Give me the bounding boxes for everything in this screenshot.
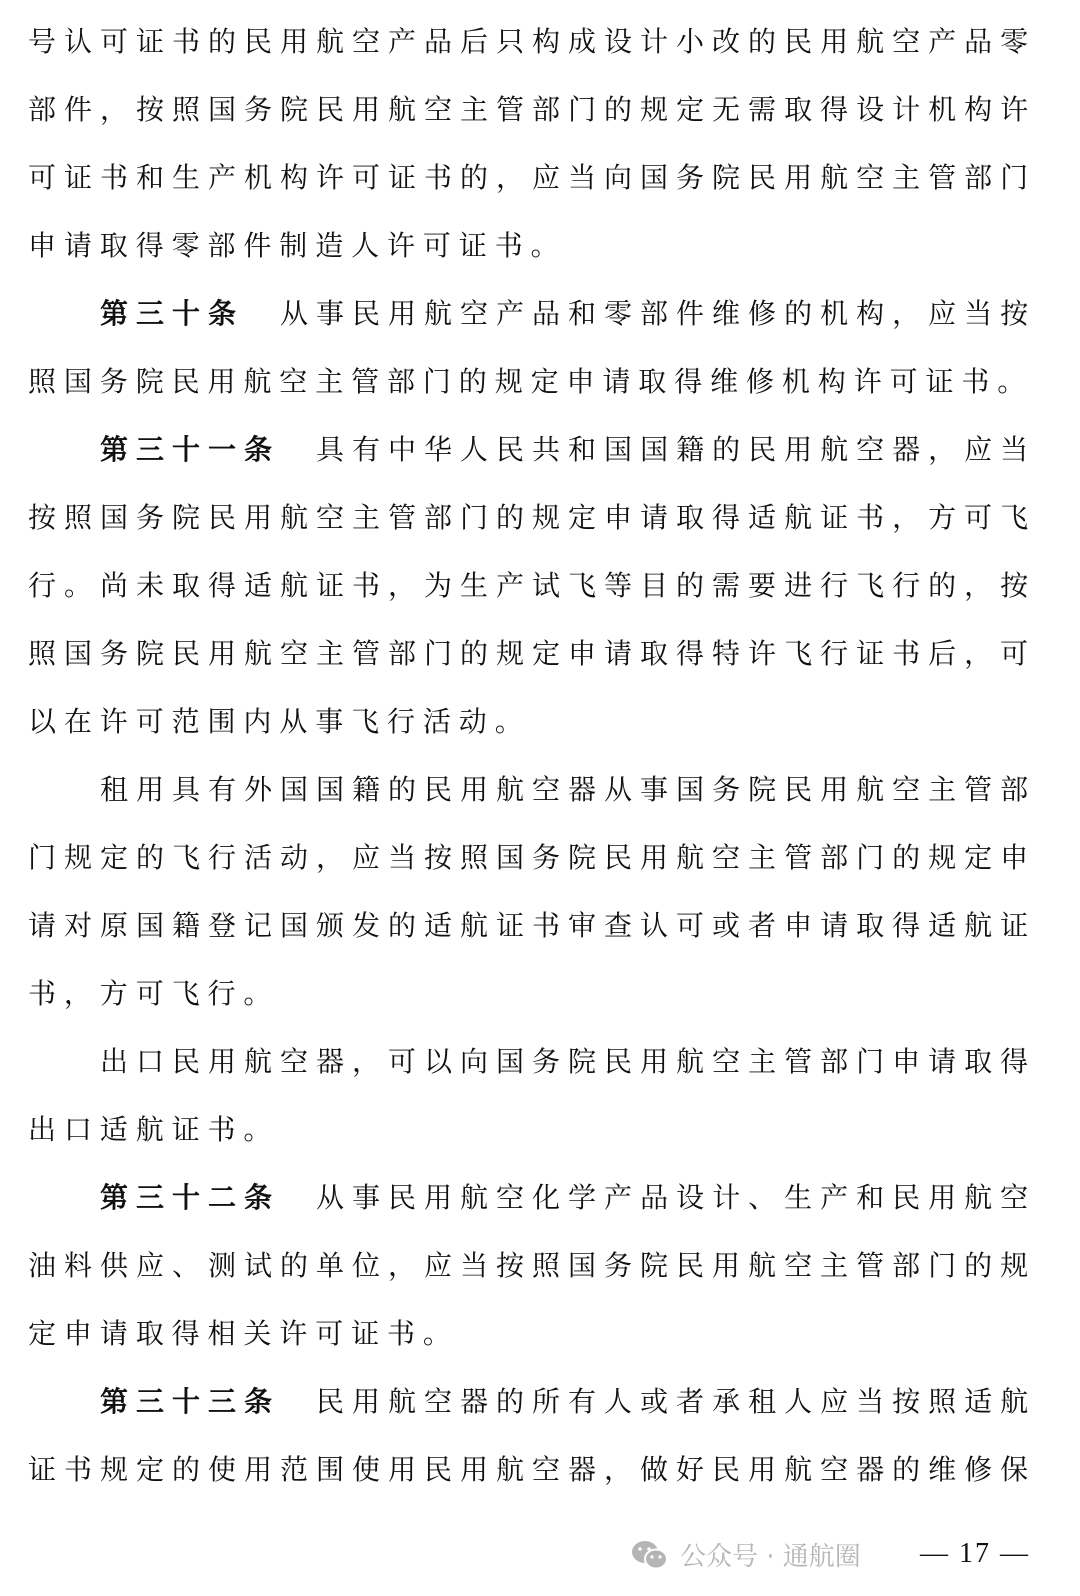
line-text: 从事民用航空产品和零部件维修的机构，应当按	[244, 297, 1036, 330]
text-line	[28, 834, 1036, 902]
text-line	[28, 766, 1036, 834]
line-text: 出口民用航空器，可以向国务院民用航空主管部门申请取得	[100, 1045, 1036, 1078]
line-text: 照国务院民用航空主管部门的规定申请取得特许飞行证书后，可	[28, 637, 1036, 670]
line-text: 请对原国籍登记国颁发的适航证书审查认可或者申请取得适航证	[28, 909, 1036, 942]
line-text: 油料供应、测试的单位，应当按照国务院民用航空主管部门的规	[28, 1249, 1036, 1282]
line-text: 民用航空器的所有人或者承租人应当按照适航	[280, 1385, 1036, 1418]
line-text: 号认可证书的民用航空产品后只构成设计小改的民用航空产品零	[28, 25, 1036, 58]
document-body	[28, 18, 1036, 1514]
line-text: 出口适航证书。	[28, 1113, 280, 1146]
line-text: 门规定的飞行活动，应当按照国务院民用航空主管部门的规定申	[28, 841, 1036, 874]
text-line	[28, 630, 1036, 698]
line-text: 以在许可范围内从事飞行活动。	[28, 705, 531, 738]
line-text: 可证书和生产机构许可证书的，应当向国务院民用航空主管部门	[28, 161, 1036, 194]
line-text: 从事民用航空化学产品设计、生产和民用航空	[280, 1181, 1036, 1214]
line-text: 部件，按照国务院民用航空主管部门的规定无需取得设计机构许	[28, 93, 1036, 126]
text-line	[28, 1242, 1036, 1310]
text-line	[28, 902, 1036, 970]
article-heading: 第三十二条	[100, 1181, 281, 1214]
text-line	[28, 970, 1036, 1038]
page-footer	[0, 1528, 1080, 1578]
text-line	[28, 1038, 1036, 1106]
text-line	[28, 1378, 1036, 1446]
text-line	[28, 698, 1036, 766]
text-line	[28, 494, 1036, 562]
text-line	[28, 154, 1036, 222]
line-text: 证书规定的使用范围使用民用航空器，做好民用航空器的维修保	[28, 1453, 1036, 1486]
line-text: 租用具有外国国籍的民用航空器从事国务院民用航空主管部	[100, 773, 1036, 806]
text-line	[28, 18, 1036, 86]
article-heading: 第三十三条	[100, 1385, 281, 1418]
page-number: — 17 —	[920, 1538, 1030, 1569]
text-line	[28, 426, 1036, 494]
line-text: 定申请取得相关许可证书。	[28, 1317, 459, 1350]
line-text: 申请取得零部件制造人许可证书。	[28, 229, 567, 262]
line-text: 书，方可飞行。	[28, 977, 280, 1010]
article-heading: 第三十一条	[100, 433, 281, 466]
text-line	[28, 1106, 1036, 1174]
line-text: 按照国务院民用航空主管部门的规定申请取得适航证书，方可飞	[28, 501, 1036, 534]
text-line	[28, 358, 1036, 426]
article-heading: 第三十条	[100, 297, 245, 330]
line-text: 行。尚未取得适航证书，为生产试飞等目的需要进行飞行的，按	[28, 569, 1036, 602]
watermark	[630, 1536, 861, 1573]
text-line	[28, 290, 1036, 358]
text-line	[28, 86, 1036, 154]
line-text: 照国务院民用航空主管部门的规定申请取得维修机构许可证书。	[28, 365, 1034, 398]
watermark-text: 公众号 · 通航圈	[680, 1542, 861, 1572]
wechat-icon	[630, 1539, 670, 1571]
text-line	[28, 1174, 1036, 1242]
text-line	[28, 1310, 1036, 1378]
line-text: 具有中华人民共和国国籍的民用航空器，应当	[280, 433, 1036, 466]
text-line	[28, 1446, 1036, 1514]
text-line	[28, 222, 1036, 290]
text-line	[28, 562, 1036, 630]
